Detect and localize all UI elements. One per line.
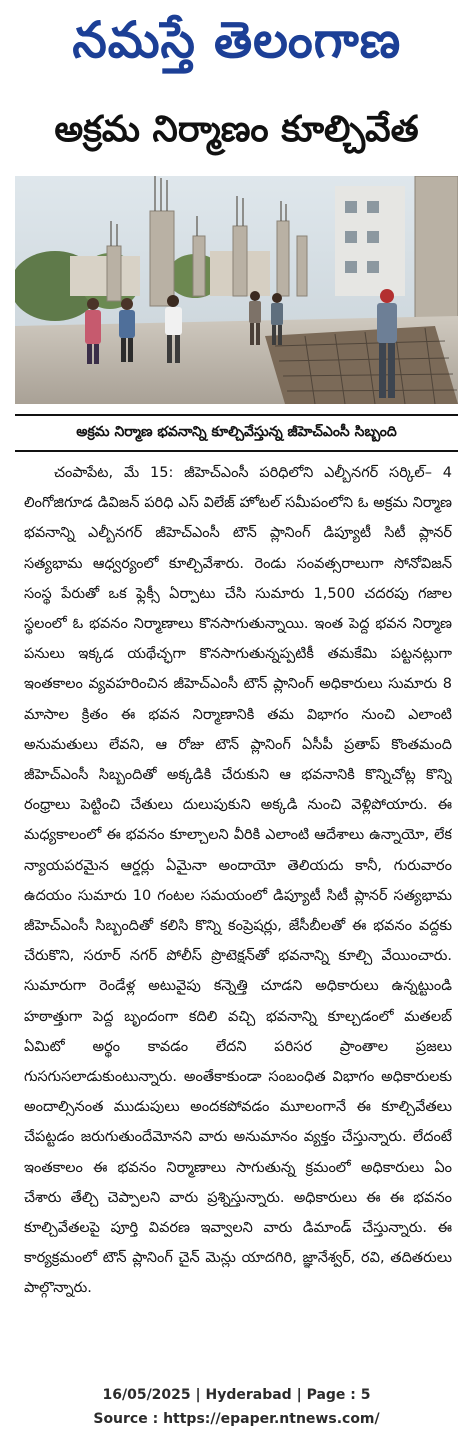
article-paragraph: చంపాపేట, మే 15: జీహెచ్ఎంసీ పరిధిలోని ఎల్బీనగర్ సర్కిల్– 4 లింగోజిగూడ డివిజన్ పరిధి ఎస్ విలేజ్ హోటల్ సమీపంలోని ఓ అక్రమ నిర్మాణ భవనాన్ని ఎల్బీనగర్ జీహెచ్ఎంసీ టౌన్ ప్లానింగ్ డిప్యూటీ సిటీ ప్లానర్ సత్యభామ ఆధ్వర్యంలో కూల్చివేశారు. రెండు సంవత్సరాలుగా సోనోవిజన్ సంస్థ పేరుతో ఒక ఫ్లెక్సీ ఏర్పాటు చేసి సుమారు 1,500 చదరపు గజాల స్థలంలో ఓ భవనం నిర్మాణాలు కొనసాగుతున్నాయి. ఇంత పెద్ద భవన నిర్మాణ పనులు ఇక్కడ యథేచ్ఛగా కొనసాగుతున్నప్పటికీ తమకేమి పట్టనట్లుగా ఇంతకాలం వ్యవహరించిన జీహెచ్ఎంసీ టౌన్ ప్లానింగ్ అధికారులు సుమారు 8 మాసాల క్రితం ఈ భవన నిర్మాణానికి తమ విభాగం నుంచి ఎలాంటి అనుమతులు లేవని, ఆ రోజు టౌన్ ప్లానింగ్ ఏసీపీ ప్రతాప్ కొంతమంది జీహెచ్ఎంసీ సిబ్బందితో అక్కడికి చేరుకుని ఆ భవనానికి కొన్నిచోట్ల కొన్ని రంధ్రాలు పెట్టించి చేతులు దులుపుకుని అక్కడి నుంచి వెళ్లిపోయారు. ఈ మధ్యకాలంలో ఈ భవనం కూల్చాలని వీరికి ఎలాంటి ఆదేశాలు ఉన్నాయో, లేక న్యాయపరమైన ఆర్డర్లు ఏమైనా అందాయో తెలియదు కానీ, గురువారం ఉదయం సుమారు 10 గంటల సమయంలో డిప్యూటీ సిటీ ప్లానర్ సత్యభామ జీహెచ్ఎంసీ సిబ్బందితో కలిసి కొన్ని కంప్రెషర్లు, జేసీబీలతో ఈ భవనం వద్దకు చేరుకొని, సరూర్ నగర్ పోలీస్ ప్రొటెక్షన్‌తో భవనాన్ని కూల్చి వేయించారు. సుమారుగా రెండేళ్ల అటువైపు కన్నెత్తి చూడని అధికారులు ఉన్నట్టుండి హఠాత్తుగా పెద్ద బృందంగా కదిలి వచ్చి భవనాన్ని కూల్చడంలో మతలబ్ ఏమిటో అర్థం కావడం లేదని పరిసర ప్రాంతాల ప్రజలు గుసగుసలాడుకుంటున్నారు. అంతేకాకుండా సంబంధిత విభాగం అధికారులకు అందాల్సినంత ముడుపులు అందకపోవడం మూలంగానే ఈ కూల్చివేతలు చేపట్టడం జరుగుతుందేమోనని వారు అనుమానం వ్యక్తం చేస్తున్నారు. లేదంటే ఇంతకాలం ఈ భవనం నిర్మాణాలు సాగుతున్న క్రమంలో అధికారులు ఏం చేశారు తేల్చి చెప్పాలని వారు ప్రశ్నిస్తున్నారు. అధికారులు ఈ ఈ భవనం కూల్చివేతలపై పూర్తి వివరణ ఇవ్వాలని వారు డిమాండ్ చేస్తున్నారు. ఈ కార్యక్రమంలో టౌన్ ప్లానింగ్ చైన్ మెన్లు యాదగిరి, జ్ఞానేశ్వర్, రవి, తదితరులు పాల్గొన్నారు. — [24, 465, 452, 1297]
caption-text: అక్రమ నిర్మాణ భవనాన్ని కూల్చివేస్తున్న జీహెచ్ఎంసీ సిబ్బంది — [76, 423, 397, 440]
footer-date-line: 16/05/2025 | Hyderabad | Page : 5 — [102, 1387, 371, 1403]
footer-source-line: Source : https://epaper.ntnews.com/ — [93, 1411, 380, 1427]
news-photo — [15, 176, 458, 404]
footer — [0, 1383, 473, 1443]
newspaper-title: నమస్తే తెలంగాణ — [72, 10, 401, 69]
photo-caption — [15, 414, 458, 452]
masthead — [0, 0, 473, 92]
construction-site-image — [15, 176, 458, 404]
headline — [0, 100, 473, 168]
article-body — [24, 458, 452, 1370]
headline-text: అక్రమ నిర్మాణం కూల్చివేత — [54, 109, 419, 150]
